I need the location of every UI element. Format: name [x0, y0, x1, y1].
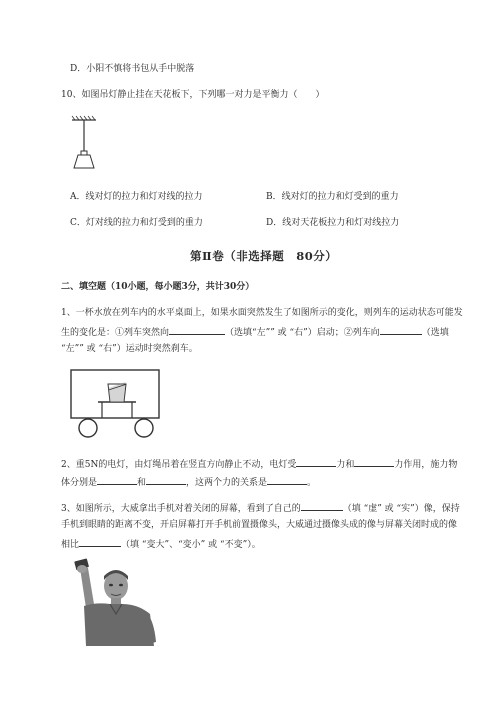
fill-q3-blank-1[interactable]	[301, 500, 343, 511]
fill-q3-text-c: 相比	[61, 540, 80, 550]
fill-q2-text-c: 力作用，施力物	[394, 460, 458, 470]
fill-q3-line2: 手机到眼睛的距离不变，开启屏幕打开手机前置摄像头，大威通过摄像头成的像与屏幕关闭时成的像	[61, 520, 458, 530]
fill-q2-blank-3[interactable]	[97, 474, 137, 485]
hanging-lamp-figure	[66, 112, 106, 174]
fill-q2-text-f: ，这两个力的关系是	[186, 478, 268, 488]
fill-q1-blank-2[interactable]	[380, 324, 422, 335]
fill-q1-text-a: 生的变化是：①列车突然向	[61, 328, 170, 338]
fill-q1-line1: 1、一杯水放在列车内的水平桌面上，如果水面突然发生了如图所示的变化，则列车的运动状态可能发	[61, 308, 463, 318]
fill-section-heading: 二、填空题（10小题，每小题3分，共计30分）	[61, 282, 255, 292]
fill-q3-line3	[61, 536, 261, 552]
fill-q2-text-g: 。	[307, 478, 317, 488]
fill-q3-blank-2[interactable]	[79, 536, 121, 547]
fill-q3-text-d: （填 “变大”、“变小” 或 “不变”）。	[121, 540, 261, 550]
fill-q2-text-d: 体分别是	[61, 478, 98, 488]
fill-q2-blank-2[interactable]	[354, 456, 394, 467]
train-car-figure	[68, 366, 164, 440]
part2-title: 第Ⅱ卷（非选择题 80分）	[190, 249, 338, 263]
fill-q2-blank-5[interactable]	[267, 474, 307, 485]
fill-q1-blank-1[interactable]	[169, 324, 225, 335]
fill-q2-text-b: 力和	[336, 460, 355, 470]
q10-option-d: D．线对天花板拉力和灯对线拉力	[266, 218, 400, 228]
fill-q1-line3: “左”” 或 “右”）运动时突然刹车。	[61, 344, 198, 354]
q9-option-d: D．小阳不慎将书包从手中脱落	[70, 64, 195, 74]
fill-q2-blank-4[interactable]	[146, 474, 186, 485]
fill-q2-line1	[61, 456, 457, 472]
fill-q3-text-a: 3、如图所示，大威拿出手机对着关闭的屏幕，看到了自己的	[61, 504, 301, 514]
fill-q3-text-b: （填 “虚” 或 “实”）像，保持	[342, 504, 460, 514]
q10-stem: 10、如图吊灯静止挂在天花板下，下列哪一对力是平衡力（ ）	[61, 90, 325, 100]
man-holding-phone-photo	[66, 556, 162, 646]
fill-q2-text-a: 2、重5N的电灯，由灯绳吊着在竖直方向静止不动，电灯受	[61, 460, 297, 470]
fill-q1-text-b: （选填“左”” 或 “右”）启动；②列车向	[225, 328, 380, 338]
fill-q3-line1	[61, 500, 460, 516]
q10-option-c: C．灯对线的拉力和灯受到的重力	[70, 218, 203, 228]
q10-option-a: A．线对灯的拉力和灯对线的拉力	[70, 192, 203, 202]
fill-q2-blank-1[interactable]	[296, 456, 336, 467]
q10-option-b: B．线对灯的拉力和灯受到的重力	[266, 192, 399, 202]
fill-q1-text-c: （选填	[421, 328, 449, 338]
fill-q2-text-e: 和	[137, 478, 147, 488]
fill-q1-line2	[61, 324, 449, 340]
fill-q2-line2	[61, 474, 316, 490]
